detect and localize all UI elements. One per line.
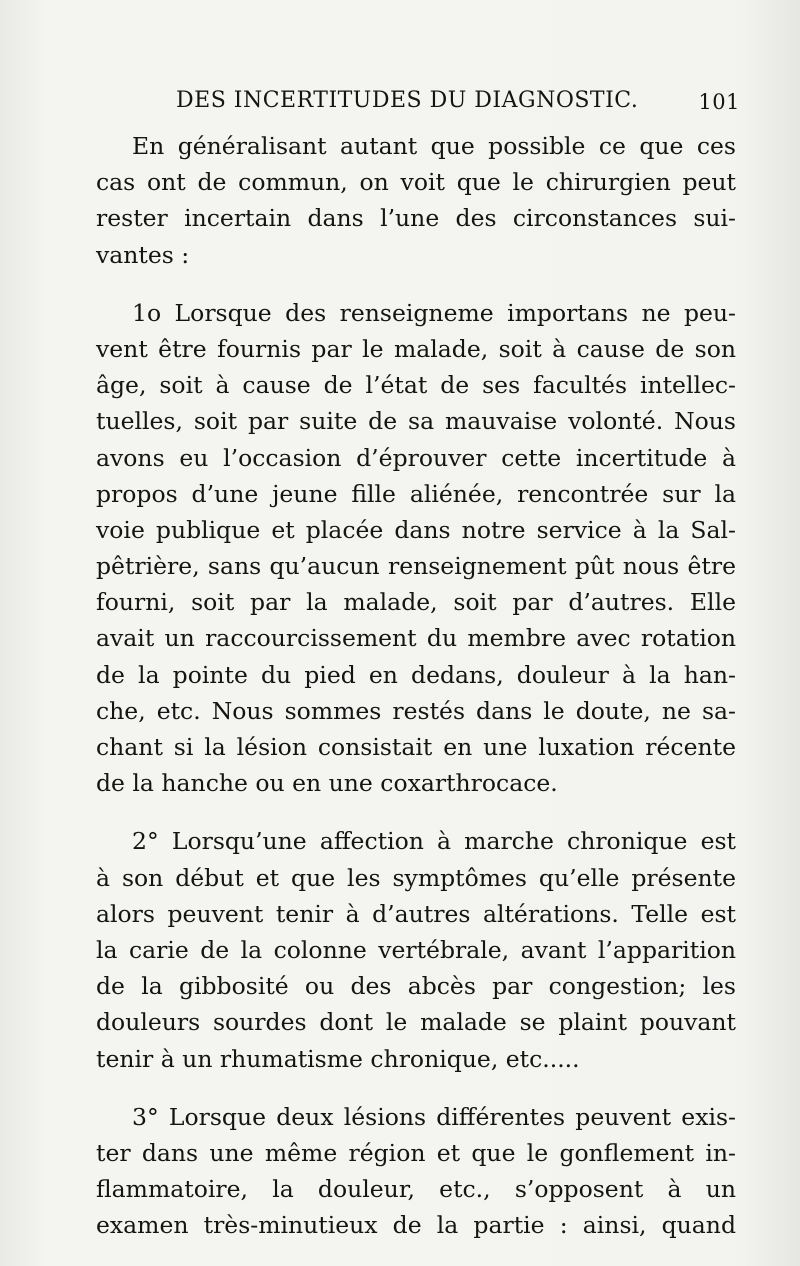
text-line: douleurs sourdes dont le malade se plaint pouvant <box>96 1008 736 1037</box>
text-line: ter dans une même région et que le gonflement in- <box>96 1138 736 1167</box>
text-line: alors peuvent tenir à d’autres altérations. Telle est <box>96 899 736 928</box>
text-line: 3° Lorsque deux lésions différentes peuvent exis- <box>132 1102 736 1131</box>
text-line: âge, soit à cause de l’état de ses facultés intellec- <box>96 371 736 400</box>
text-line: rester incertain dans l’une des circonstances sui- <box>96 204 736 233</box>
text-line: 2° Lorsqu’une affection à marche chronique est <box>132 827 736 856</box>
text-line: tenir à un rhumatisme chronique, etc..... <box>96 1044 580 1073</box>
page-number: 101 <box>698 90 740 114</box>
text-line: che, etc. Nous sommes restés dans le doute, ne sa- <box>96 696 736 725</box>
text-line: de la gibbosité ou des abcès par congestion; les <box>96 972 736 1001</box>
text-line: de la hanche ou en une coxarthrocace. <box>96 769 558 798</box>
text-line: flammatoire, la douleur, etc., s’opposent à un <box>96 1175 736 1204</box>
paragraph-intro <box>96 128 736 273</box>
text-line: de la pointe du pied en dedans, douleur à la han- <box>96 660 736 689</box>
paragraph-case-3 <box>96 1099 736 1244</box>
running-title: DES INCERTITUDES DU DIAGNOSTIC. <box>176 88 639 113</box>
text-line: examen très-minutieux de la partie : ainsi, quand <box>96 1211 736 1240</box>
paragraph-case-1 <box>96 295 736 802</box>
text-line: cas ont de commun, on voit que le chirurgien peut <box>96 168 736 197</box>
paragraph-case-2 <box>96 823 736 1076</box>
text-line: 1o Lorsque des renseigneme importans ne peu- <box>132 298 736 327</box>
text-line: propos d’une jeune fille aliénée, rencontrée sur la <box>96 479 736 508</box>
text-line: à son début et que les symptômes qu’elle présente <box>96 863 736 892</box>
running-header <box>96 86 740 122</box>
text-line: voie publique et placée dans notre service à la Sal- <box>96 515 736 544</box>
text-line: la carie de la colonne vertébrale, avant l’apparition <box>96 935 736 964</box>
text-line: avait un raccourcissement du membre avec rotation <box>96 624 736 653</box>
text-line: vantes : <box>96 240 190 269</box>
body-text <box>96 128 736 1265</box>
text-line: avons eu l’occasion d’éprouver cette incertitude à <box>96 443 736 472</box>
text-line: tuelles, soit par suite de sa mauvaise volonté. Nous <box>96 407 736 436</box>
text-line: fourni, soit par la malade, soit par d’autres. Elle <box>96 588 736 617</box>
text-line: pêtrière, sans qu’aucun renseignement pût nous être <box>96 552 736 581</box>
text-line: vent être fournis par le malade, soit à cause de son <box>96 334 736 363</box>
text-line: chant si la lésion consistait en une luxation récente <box>96 733 736 761</box>
text-line: En généralisant autant que possible ce que ces <box>132 132 736 160</box>
